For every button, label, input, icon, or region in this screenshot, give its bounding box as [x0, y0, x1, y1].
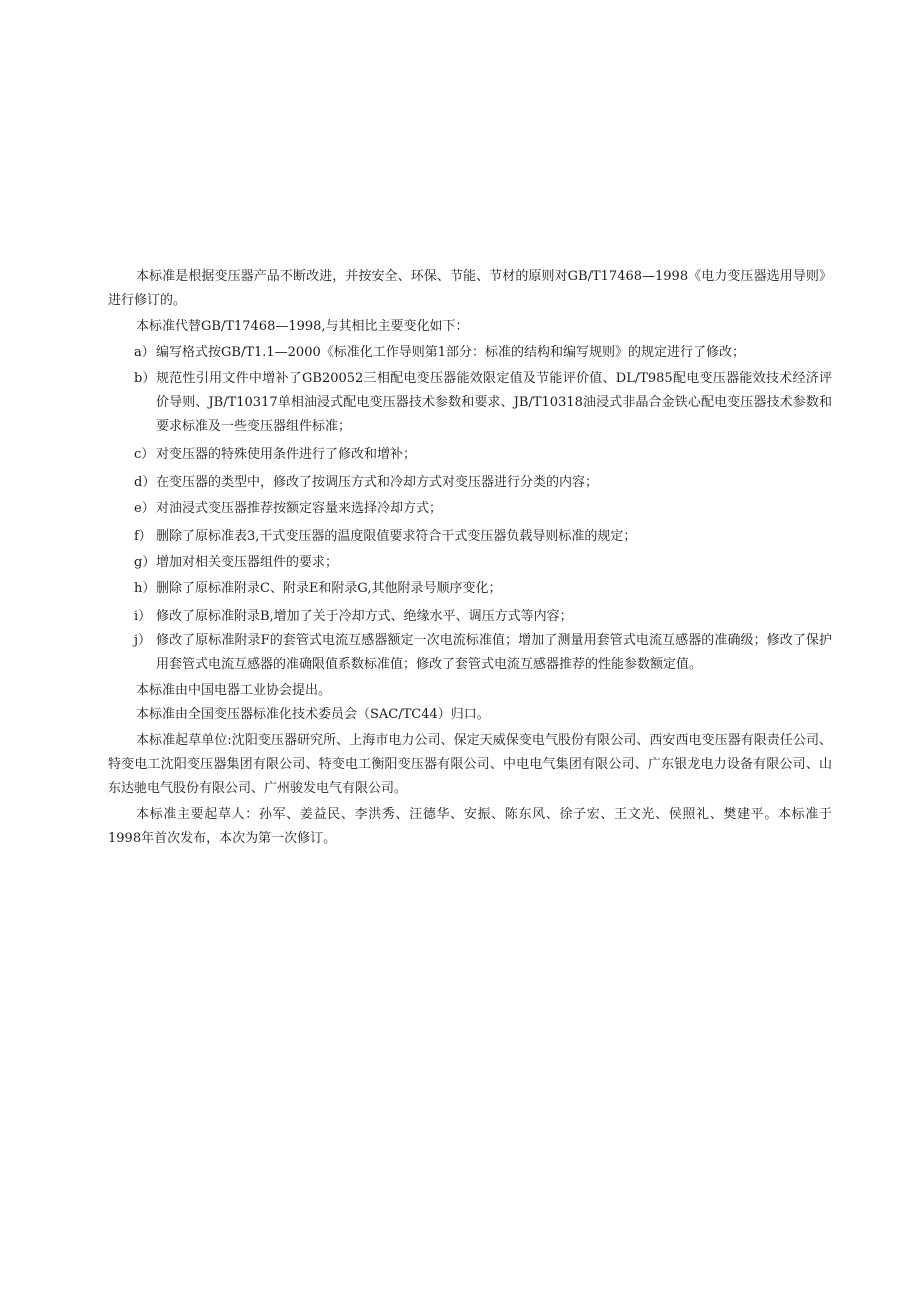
changes-list	[108, 341, 832, 677]
list-item-text: 修改了原标准附录F的套管式电流互感器额定一次电流标准值；增加了测量用套管式电流互感器的准确级；修改了保护用套管式电流互感器的准确限值系数标准值；修改了套管式电流互感器推荐的性能参数额定值。	[156, 633, 832, 672]
intro-paragraph: 本标准是根据变压器产品不断改进，并按安全、环保、节能、节材的原则对GB/T17468—1998《电力变压器选用导则》进行修订的。	[108, 269, 832, 308]
list-item-text: 编写格式按GB/T1.1—2000《标准化工作导则第1部分：标准的结构和编写规则》的规定进行了修改；	[156, 345, 746, 360]
list-marker: g）	[134, 555, 156, 570]
proposer-statement: 本标准由中国电器工业协会提出。	[136, 683, 332, 698]
list-marker: f）	[134, 529, 152, 544]
list-item	[134, 551, 832, 575]
list-item-text: 对油浸式变压器推荐按额定容量来选择冷却方式；	[156, 501, 443, 516]
list-item	[134, 577, 832, 601]
list-item-text: 删除了原标准表3,干式变压器的温度限值要求符合干式变压器负载导则标准的规定；	[156, 529, 637, 544]
list-marker: h）	[134, 581, 156, 596]
list-item-text: 规范性引用文件中增补了GB20052三相配电变压器能效限定值及节能评价值、DL/T985配电变压器能效技术经济评价导则、JB/T10317单相油浸式配电变压器技术参数和要求、JB/T10318油浸式非晶合金铁心配电变压器技术参数和要求标准及一些变压器组件标准；	[156, 371, 832, 434]
list-marker: a）	[134, 345, 155, 360]
list-marker: i）	[134, 609, 152, 624]
list-item	[134, 497, 832, 521]
list-item-text: 在变压器的类型中，修改了按调压方式和冷却方式对变压器进行分类的内容；	[156, 475, 599, 490]
list-item	[134, 443, 832, 467]
list-item	[134, 525, 832, 549]
list-marker: b）	[134, 371, 156, 386]
list-item-text: 增加对相关变压器组件的要求；	[156, 555, 339, 570]
drafters-statement: 本标准主要起草人：孙军、姜益民、李洪秀、汪德华、安振、陈东风、徐子宏、王文光、侯照礼、樊建平。本标准于1998年首次发布，本次为第一次修订。	[108, 807, 832, 846]
list-item	[134, 367, 832, 439]
list-item-text: 对变压器的特殊使用条件进行了修改和增补；	[156, 447, 417, 462]
list-item	[134, 605, 832, 629]
committee-statement: 本标准由全国变压器标准化技术委员会（SAC/TC44）归口。	[136, 707, 490, 722]
list-item	[134, 341, 832, 365]
list-marker: e）	[134, 501, 155, 516]
foreword-body	[108, 265, 832, 851]
list-item-text: 修改了原标准附录B,增加了关于冷却方式、绝缘水平、调压方式等内容；	[156, 609, 573, 624]
list-marker: d）	[134, 475, 156, 490]
drafting-units-statement: 本标准起草单位:沈阳变压器研究所、上海市电力公司、保定天威保变电气股份有限公司、西安西电变压器有限责任公司、特变电工沈阳变压器集团有限公司、特变电工衡阳变压器有限公司、中电电气集团有限公司、广东银龙电力设备有限公司、山东达驰电气股份有限公司、广州骏发电气有限公司。	[108, 733, 832, 796]
replacement-statement: 本标准代替GB/T17468—1998,与其相比主要变化如下：	[136, 319, 469, 334]
list-marker: c）	[134, 447, 155, 462]
list-item-text: 删除了原标准附录C、附录E和附录G,其他附录号顺序变化；	[156, 581, 502, 596]
list-marker: j）	[134, 633, 152, 648]
list-item	[134, 471, 832, 495]
list-item	[134, 629, 832, 677]
